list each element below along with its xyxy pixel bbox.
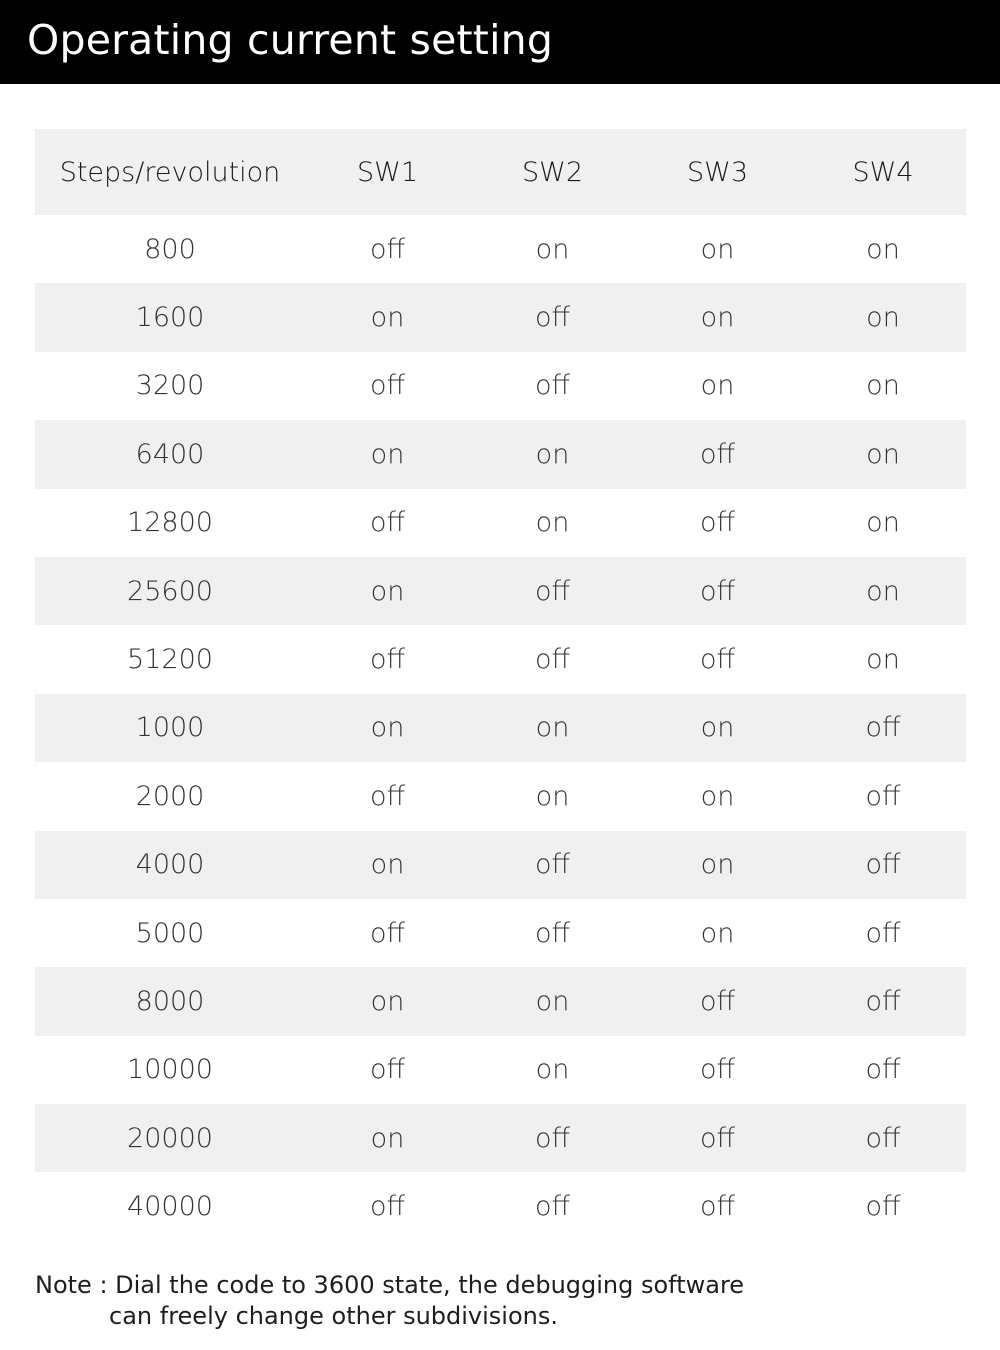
sw4-cell: off xyxy=(865,849,901,881)
sw3-cell: off xyxy=(699,644,736,676)
table-row xyxy=(35,762,966,830)
steps-cell: 25600 xyxy=(127,575,213,607)
header-sw4: SW4 xyxy=(852,156,914,188)
note-line-2: can freely change other subdivisions. xyxy=(109,1302,559,1330)
sw4-cell: off xyxy=(865,917,901,949)
table-row xyxy=(35,694,966,762)
sw4-cell: on xyxy=(866,370,900,402)
sw1-cell: off xyxy=(369,644,406,676)
sw3-cell: on xyxy=(700,780,735,812)
table-row xyxy=(35,899,966,967)
sw3-cell: off xyxy=(699,438,736,470)
sw1-cell: off xyxy=(369,1054,406,1086)
sw2-cell: off xyxy=(534,370,571,402)
sw1-cell: off xyxy=(369,507,406,539)
sw2-cell: on xyxy=(535,712,570,744)
note-line-1: Note : Dial the code to 3600 state, the debugging software xyxy=(35,1271,745,1299)
steps-cell: 12800 xyxy=(127,507,213,539)
sw4-cell: off xyxy=(865,1054,901,1086)
sw2-cell: on xyxy=(535,507,570,539)
sw2-cell: off xyxy=(534,849,571,881)
sw4-cell: off xyxy=(865,780,901,812)
sw1-cell: on xyxy=(370,985,405,1017)
sw3-cell: off xyxy=(699,1054,736,1086)
sw4-cell: on xyxy=(866,302,900,334)
steps-cell: 1000 xyxy=(135,712,205,744)
steps-cell: 800 xyxy=(144,233,196,265)
table-row xyxy=(35,489,966,557)
table-row xyxy=(35,1104,966,1172)
sw3-cell: on xyxy=(700,233,735,265)
sw2-cell: on xyxy=(535,780,570,812)
sw4-cell: on xyxy=(866,438,900,470)
sw1-cell: on xyxy=(370,849,405,881)
sw2-cell: off xyxy=(534,644,571,676)
sw4-cell: on xyxy=(866,507,900,539)
steps-cell: 5000 xyxy=(135,917,205,949)
table-header-row xyxy=(35,129,966,215)
sw2-cell: off xyxy=(534,1191,571,1223)
sw1-cell: off xyxy=(369,1191,406,1223)
sw3-cell: off xyxy=(699,575,736,607)
sw4-cell: on xyxy=(866,575,900,607)
sw4-cell: off xyxy=(865,712,901,744)
table-row xyxy=(35,215,966,283)
title-bar xyxy=(0,0,1000,84)
steps-cell: 6400 xyxy=(135,438,205,470)
sw2-cell: off xyxy=(534,302,571,334)
header-sw3: SW3 xyxy=(686,156,748,188)
steps-cell: 2000 xyxy=(135,780,205,812)
sw3-cell: off xyxy=(699,1191,736,1223)
header-sw1: SW1 xyxy=(356,156,418,188)
sw3-cell: on xyxy=(700,849,735,881)
sw2-cell: off xyxy=(534,917,571,949)
settings-table xyxy=(35,129,966,1241)
table-row xyxy=(35,420,966,488)
table-body xyxy=(35,215,966,1241)
sw1-cell: off xyxy=(369,370,406,402)
sw1-cell: off xyxy=(369,233,406,265)
steps-cell: 1600 xyxy=(135,302,205,334)
steps-cell: 40000 xyxy=(127,1191,213,1223)
steps-cell: 3200 xyxy=(135,370,205,402)
steps-cell: 10000 xyxy=(127,1054,213,1086)
sw4-cell: off xyxy=(865,1122,901,1154)
page-title: Operating current setting xyxy=(27,16,554,64)
table-row xyxy=(35,557,966,625)
sw1-cell: off xyxy=(369,780,406,812)
sw2-cell: on xyxy=(535,985,570,1017)
header-sw2: SW2 xyxy=(521,156,583,188)
sw1-cell: on xyxy=(370,1122,405,1154)
note xyxy=(35,1270,744,1332)
table-row xyxy=(35,352,966,420)
table-row xyxy=(35,625,966,693)
table-row xyxy=(35,831,966,899)
sw3-cell: off xyxy=(699,985,736,1017)
sw1-cell: on xyxy=(370,712,405,744)
sw4-cell: on xyxy=(866,233,900,265)
sw3-cell: off xyxy=(699,507,736,539)
sw2-cell: off xyxy=(534,1122,571,1154)
sw1-cell: on xyxy=(370,302,405,334)
sw3-cell: on xyxy=(700,712,735,744)
sw2-cell: on xyxy=(535,438,570,470)
sw4-cell: off xyxy=(865,985,901,1017)
sw2-cell: off xyxy=(534,575,571,607)
header-steps-revolution: Steps/revolution xyxy=(59,156,281,188)
table-row xyxy=(35,1036,966,1104)
sw4-cell: off xyxy=(865,1191,901,1223)
sw4-cell: on xyxy=(866,644,900,676)
sw2-cell: on xyxy=(535,233,570,265)
sw1-cell: on xyxy=(370,575,405,607)
sw3-cell: on xyxy=(700,917,735,949)
table-row xyxy=(35,1172,966,1240)
table-row xyxy=(35,283,966,351)
sw2-cell: on xyxy=(535,1054,570,1086)
sw1-cell: on xyxy=(370,438,405,470)
steps-cell: 51200 xyxy=(127,644,213,676)
steps-cell: 8000 xyxy=(135,985,205,1017)
steps-cell: 4000 xyxy=(135,849,205,881)
sw1-cell: off xyxy=(369,917,406,949)
sw3-cell: off xyxy=(699,1122,736,1154)
table-row xyxy=(35,967,966,1035)
steps-cell: 20000 xyxy=(127,1122,213,1154)
sw3-cell: on xyxy=(700,370,735,402)
sw3-cell: on xyxy=(700,302,735,334)
